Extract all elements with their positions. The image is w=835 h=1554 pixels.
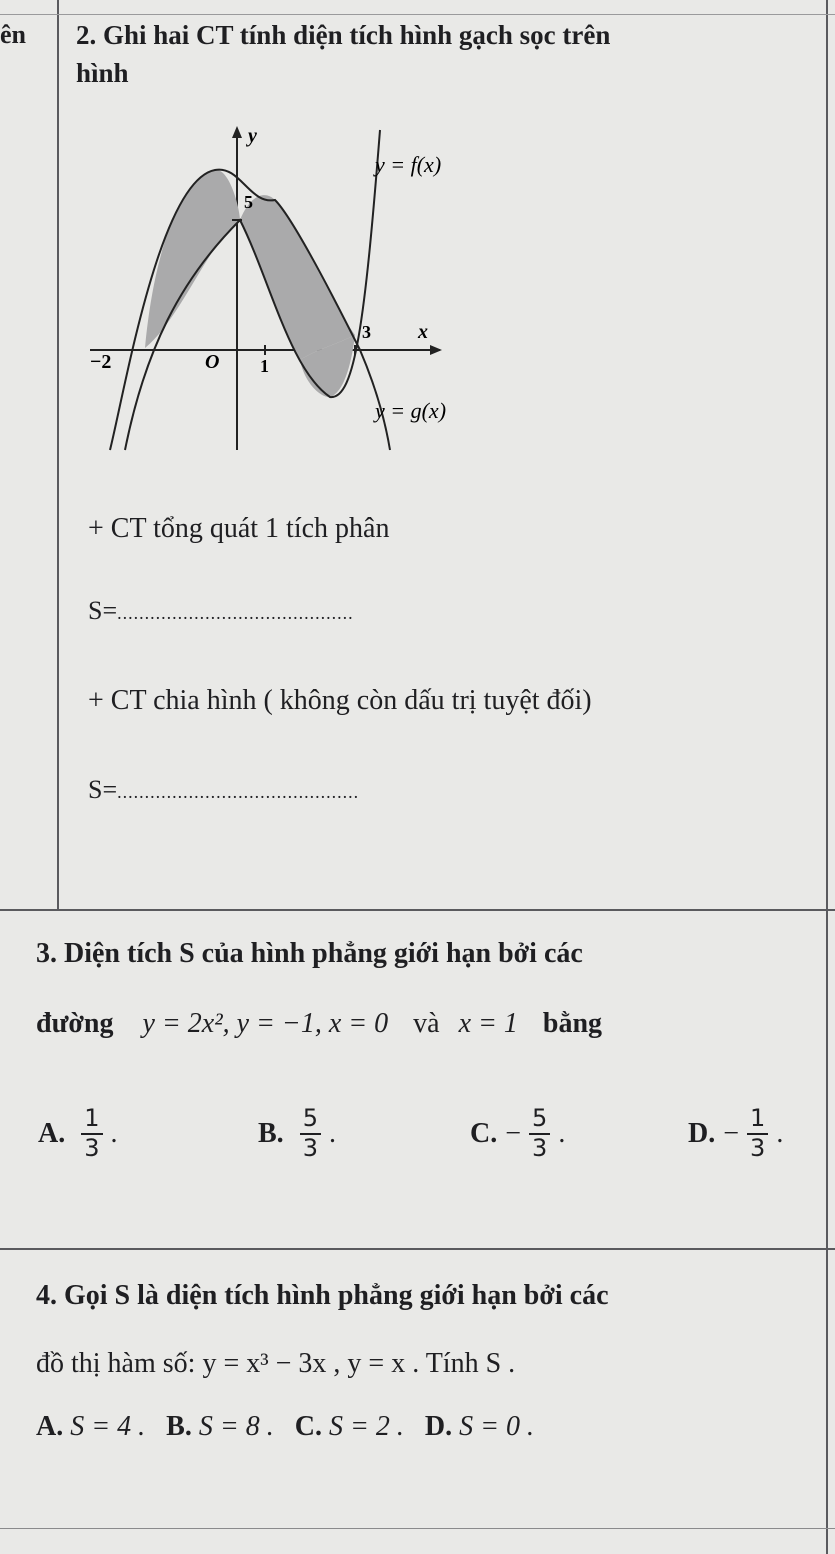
graph-tick-neg2: −2 [90,351,112,373]
q3-option-c[interactable]: C. − $\frac{5}{3}$ . [470,1104,566,1162]
q2-split-formula-label: + CT chia hình ( không còn dấu trị tuyệt đối) [88,685,592,716]
q3-line2-prefix: đường [36,1008,114,1039]
bottom-border [0,1528,835,1529]
q3-option-a-label: A. [38,1117,66,1149]
graph-x-arrow [430,345,442,355]
q3-equation: y = 2x², y = −1, x = 0 [142,1008,389,1039]
q3-x-eq: x = 1 [458,1008,518,1039]
q2-graph [90,120,490,465]
q2-s2-answer-dots[interactable]: ............................................ [117,782,360,802]
q4-option-d[interactable]: D. S = 0 . [424,1411,535,1442]
q3-suffix: bằng [542,1008,603,1039]
q3-option-c-fraction: $\frac{5}{3}$ [529,1105,550,1162]
left-column-divider [57,0,59,910]
q3-option-d[interactable]: D. − $\frac{1}{3}$ . [688,1104,784,1162]
q4-options-row [36,1411,534,1443]
q2-s1-label: S= [88,596,118,625]
q3-option-c-label: C. [470,1117,498,1149]
q3-option-a-fraction: $\frac{1}{3}$ [81,1105,102,1162]
q4-option-a[interactable]: A. S = 4 . [36,1411,146,1442]
q2-title-line1: 2. Ghi hai CT tính diện tích hình gạch sọc trên [76,20,611,50]
q3-option-b-fraction: $\frac{5}{3}$ [300,1105,321,1162]
q2-title-line2: hình [76,58,129,88]
graph-g-label: y = g(x) [375,398,447,423]
q3-option-a[interactable]: A. $\frac{1}{3}$ . [38,1104,118,1162]
section-divider-q3-q4 [0,1248,835,1250]
q4-option-b[interactable]: B. S = 8 . [166,1411,274,1442]
q4-line2: đồ thị hàm số: y = x³ − 3x , y = x . Tính S . [36,1348,516,1379]
q3-and: và [413,1008,440,1039]
q3-option-b[interactable]: B. $\frac{5}{3}$ . [258,1104,336,1162]
section-divider-q2-q3 [0,909,835,911]
graph-tick-1: 1 [260,356,269,376]
q3-option-b-label: B. [258,1117,284,1149]
q3-title: 3. Diện tích S của hình phẳng giới hạn bởi các [36,938,583,969]
q2-s1-row [88,596,354,626]
graph-y-arrow [232,126,242,138]
graph-x-label: x [418,321,428,343]
top-border [0,14,835,15]
right-border [826,0,828,1554]
graph-tick-3: 3 [362,322,371,342]
graph-y-label: y [248,125,257,147]
q2-general-formula-label: + CT tổng quát 1 tích phân [88,513,390,544]
graph-origin: O [205,351,220,373]
q2-s1-answer-dots[interactable]: ........................................... [117,603,354,623]
q3-line2 [36,1008,602,1040]
q3-option-c-sign: − [505,1117,522,1149]
q3-option-d-label: D. [688,1117,716,1149]
q3-option-d-fraction: $\frac{1}{3}$ [747,1105,768,1162]
q2-s2-row [88,775,359,805]
shaded-region-left [145,170,240,348]
q2-s2-label: S= [88,775,118,804]
q4-title: 4. Gọi S là diện tích hình phẳng giới hạn bởi các [36,1280,609,1311]
graph-f-label: y = f(x) [375,152,442,177]
margin-fragment: ên [0,20,26,49]
shaded-region-middle [240,195,355,360]
q4-option-c[interactable]: C. S = 2 . [294,1411,404,1442]
graph-tick-5: 5 [244,192,253,212]
q3-option-d-sign: − [723,1117,740,1149]
